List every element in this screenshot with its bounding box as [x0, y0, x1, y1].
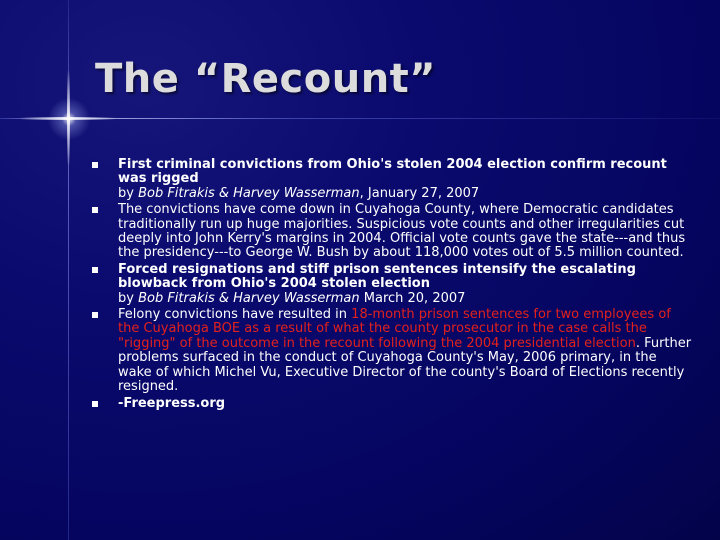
- byline-authors: Bob Fitrakis & Harvey Wasserman: [138, 185, 360, 201]
- source-credit: -Freepress.org: [118, 395, 226, 411]
- article-byline: [118, 187, 692, 201]
- flare-horizontal-ray: [20, 117, 116, 120]
- bullet-text-post: . Further problems surfaced in the conduct of Cuyahoga County's May, 2006 primary, in the wake of which Michel Vu, Executive Director of the county's Board of Elections recently resigned.: [118, 335, 692, 395]
- article-headline: First criminal convictions from Ohio's stolen 2004 election confirm recount was rigged: [118, 157, 667, 187]
- square-bullet-icon: [92, 401, 98, 407]
- list-item: [92, 308, 692, 394]
- article-headline: Forced resignations and stiff prison sentences intensify the escalating blowback from Ohio's 2004 stolen election: [118, 261, 636, 292]
- article-byline: [118, 292, 692, 306]
- highlighted-text: 18-month prison sentences for two employees of the Cuyahoga BOE as a result of what the county prosecutor in the case calls the "rigging" of the outcome in the recount following the 2004 presidential election: [118, 307, 671, 351]
- bullet-text-pre: Felony convictions have resulted in: [118, 307, 352, 323]
- slide-title: The “Recount”: [95, 56, 437, 102]
- byline-prefix: by: [118, 185, 139, 201]
- square-bullet-icon: [92, 207, 98, 213]
- list-item: [92, 158, 692, 201]
- list-item: [92, 203, 692, 261]
- list-item: [92, 263, 692, 306]
- square-bullet-icon: [92, 162, 98, 168]
- byline-prefix: by: [118, 290, 139, 306]
- byline-authors: Bob Fitrakis & Harvey Wasserman: [138, 290, 360, 306]
- bullet-list: [92, 158, 692, 413]
- bullet-text: The convictions have come down in Cuyahoga County, where Democratic candidates traditionally run up huge majorities. Suspicious vote counts and other irregularities cut deeply into John Kerry's margins in 2004. Official vote counts gave the state---and thus the presidency---to George W. Bush by about 118,000 votes out of 5.5 million counted.: [118, 202, 686, 261]
- byline-date: March 20, 2007: [359, 290, 466, 306]
- square-bullet-icon: [92, 267, 98, 273]
- list-item: [92, 397, 692, 411]
- square-bullet-icon: [92, 312, 98, 318]
- byline-date: , January 27, 2007: [359, 185, 480, 201]
